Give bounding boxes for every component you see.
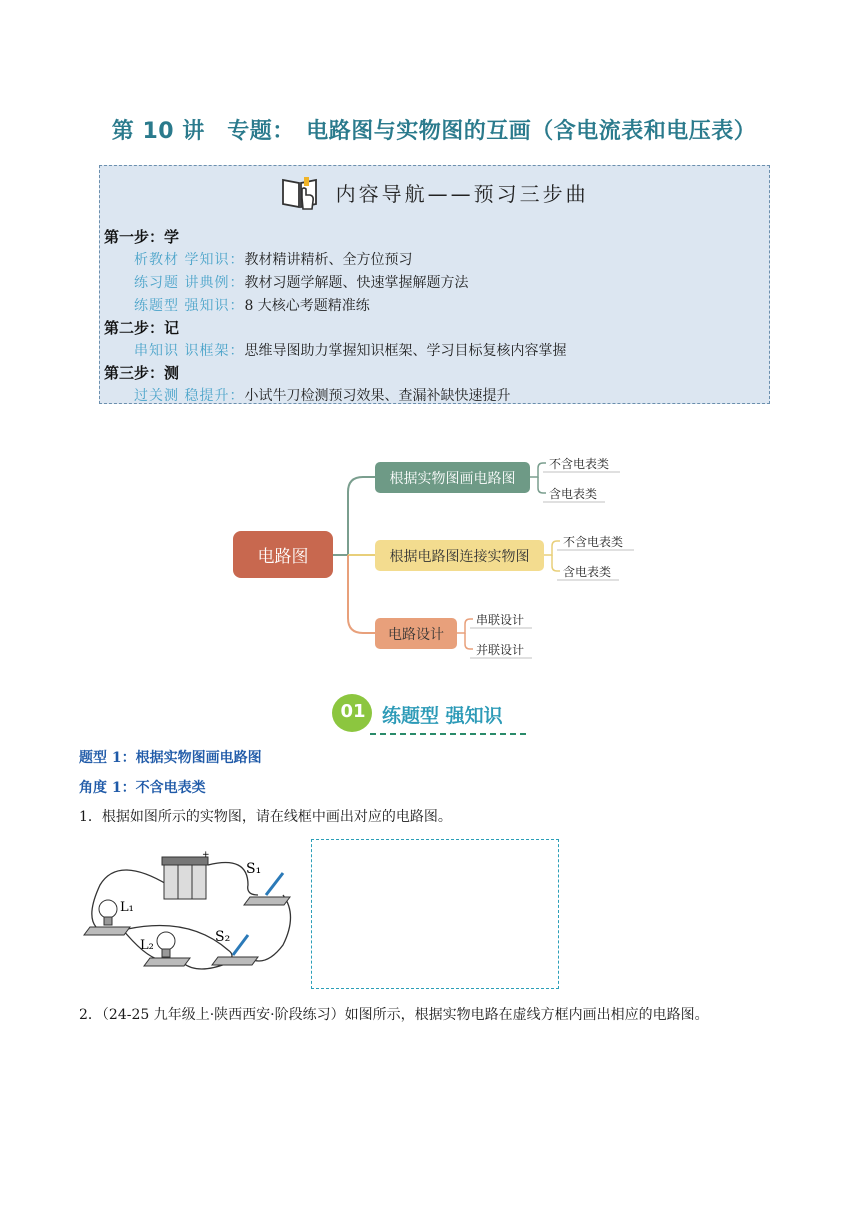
item-desc: 思维导图助力掌握知识框架、学习目标复核内容掌握 [244, 343, 567, 359]
item-tag: 串知识 识框架： [134, 343, 245, 359]
switch-s1-label: S₁ [246, 861, 262, 877]
angle-heading: 角度 1：不含电表类 [79, 780, 206, 796]
item-desc: 8 大核心考题精准练 [244, 298, 370, 314]
mindmap-branch-circuit-design: 电路设计 [375, 618, 457, 649]
circuit-physical-diagram [78, 845, 298, 980]
step-1-label: 第一步：学 [104, 228, 180, 246]
mindmap-leaf: 不含电表类 [563, 535, 624, 549]
question-2: 2．（24-25 九年级上·陕西西安·阶段练习）如图所示，根据实物电路在虚线方框内画出相应的电路图。 [79, 1007, 709, 1023]
battery-plus-label: + [202, 850, 210, 860]
bulb-l2-label: L₂ [140, 938, 154, 953]
mindmap-branch-connect-physical: 根据电路图连接实物图 [375, 540, 544, 571]
item-desc: 教材精讲精析、全方位预习 [244, 252, 413, 268]
mindmap-leaf: 并联设计 [476, 643, 525, 657]
switch-s1-icon [244, 873, 290, 905]
mindmap-root: 电路图 [233, 531, 333, 578]
mindmap-branch-draw-circuit: 根据实物图画电路图 [375, 462, 530, 493]
mindmap-leaf: 含电表类 [563, 565, 612, 579]
mindmap-leaf: 串联设计 [476, 613, 525, 627]
item-tag: 过关测 稳提升： [134, 388, 245, 404]
item-desc: 教材习题学解题、快速掌握解题方法 [244, 275, 469, 291]
switch-s2-label: S₂ [215, 929, 231, 945]
page-title: 第 10 讲 专题： 电路图与实物图的互画（含电流表和电压表） [111, 119, 757, 144]
section-number: 01 [340, 701, 366, 722]
item-tag: 练题型 强知识： [134, 298, 245, 314]
mindmap-leaf: 不含电表类 [549, 457, 610, 471]
section-label: 练题型 强知识 [382, 705, 503, 727]
answer-drawing-box [311, 839, 559, 989]
item-tag: 析教材 学知识： [134, 252, 245, 268]
nav-heading-text: 内容导航——预习三步曲 [335, 182, 589, 206]
question-type-heading: 题型 1：根据实物图画电路图 [79, 750, 262, 766]
item-desc: 小试牛刀检测预习效果、查漏补缺快速提升 [244, 388, 511, 404]
bulb-l1-label: L₁ [120, 900, 134, 915]
step-2-label: 第二步：记 [104, 319, 180, 337]
mindmap-leaf: 含电表类 [549, 487, 598, 501]
battery-icon [162, 857, 208, 899]
question-1: 1．根据如图所示的实物图，请在线框中画出对应的电路图。 [79, 809, 452, 825]
step-3-label: 第三步：测 [104, 364, 180, 382]
item-tag: 练习题 讲典例： [134, 275, 245, 291]
